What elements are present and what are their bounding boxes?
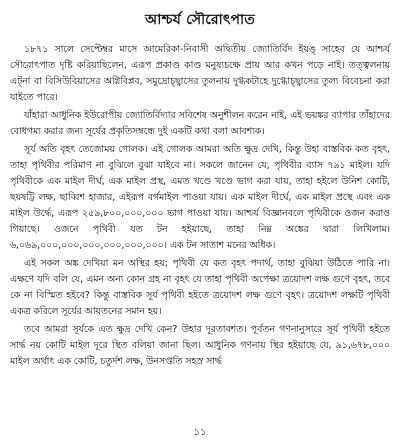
page-title: আশ্চর্য সৌরোৎপাত [144, 12, 256, 28]
paragraph-4: এই সকল অঙ্ক দেখিয়া মন অস্থির হয়; পৃথিবী যে কত বৃহৎ পদার্থ, তাহা বুঝিয়া উঠিতে পারি না। এক্ষণে যদি বলি যে, এমন অন্য কোন গ্রহ না বৃহৎ যে তাহা পৃথিবী অপেক্ষা ত্রয়োদশ লক্ষ গুণে বৃহৎ, তবে কে না বিস্মিত হইবে? কিন্তু বাস্তবিক সূর্য পৃথিবী হইতে ত্রয়োদশ লক্ষ গুণে বৃহৎ। ত্রয়োদশ লক্ষটি পৃথিবী একত্র করিলে সূর্যের আয়তনের সমান হয়। [10, 258, 390, 317]
paragraph-2: যাঁহারা আধুনিক ইউরোপীয় জ্যোতির্বিদ্যার সবিশেষ অনুশীলন করেন নাই, এই ভয়ঙ্কর ব্যাপার তাঁহাদের বোধগম্য করার জন্য সূর্যের প্রকৃতিসম্বন্ধে দুই একটি কথা বলা আবশ্যক। [10, 110, 390, 137]
page-number: ১১ [193, 427, 207, 438]
paragraph-5: তবে আমরা সূর্যকে এত ক্ষুদ্র দেখি কেন? উহার দূরতাবশত। পূর্বতন গণনানুসারে সূর্য পৃথিবী হইতে সার্দ্ধ নয় কোটি মাইল দূরে স্থিত বলিয়া জানা ছিল। আধুনিক গণনায় স্থির হইয়াছে যে, ৯১,৬৭৮,০০০ মাইল অর্থাৎ এক কোটি, চতুর্দশ লক্ষ, উনসপ্ততি সহস্র সার্দ্ধ [10, 324, 390, 367]
paragraph-1: ১৮৭১ সালে সেপ্টেম্বর মাসে আমেরিকা-নিবাসী অদ্বিতীয় জ্যোতির্বিদ ইয়ঙ্ সাহেব যে আশ্চর্য সৌরোৎপাত দৃষ্টি করিয়াছিলেন, এরূপ প্রকাণ্ড কাণ্ড মনুষ্যচক্ষে প্রায় আর কখন পড়ে নাই। তত্ত্বলনায় এট্‌না বা বিসিউবিয়াসের অগ্নিবিপ্লব, সমুদ্রোচ্ছ্বাসের তুলনায় দুগ্ধকটাহে দুগ্ধোচ্ছ্বাসের তুল্য বিবেচনা করা যাইতে পারে। [10, 44, 390, 103]
body-text [10, 42, 390, 370]
paragraph-3: সূর্য অতি বৃহৎ তেজোময় গোলক। এই গোলক আমরা অতি ক্ষুদ্র দেখি, কিন্তু উহা বাস্তবিক কত বৃহৎ, তাহা পৃথিবীর পরিমাণ না বুঝিলে বুঝা যাইবে না। সকলে জানেন যে, পৃথিবীর ব্যাস ৭৯১ মাইল। যদি পৃথিবীকে এক মাইল দীর্ঘ, এক মাইল প্রস্থ, এমত খণ্ডে খণ্ডে ভাগ করা যায়, তাহা হইলে উনিশ কোটি, ছয়ষট্টি লক্ষ, ছাব্বিশ হাজার, এইরূপ বর্গমাইল পাওয়া যায়। এক মাইল দীর্ঘে, এক মাইল প্রস্থে এবং এক মাইল উর্দ্ধে, এরূপ ২৫৯,৮০০,০০০,০০০ ভাগ পাওয়া যায়। আশ্চর্য বিজ্ঞানবলে পৃথিবীকে ওজন করাও গিয়াছে। ওজনে পৃথিবী যত টন হইয়াছে, তাহা নিম্ন অঙ্কের দ্বারা লিখিলাম। ৬,০৬৯,০০০,০০০,০০০,০০০,০০০,০০০। এক টন সাতাশ মনের অধিক। [10, 144, 390, 251]
